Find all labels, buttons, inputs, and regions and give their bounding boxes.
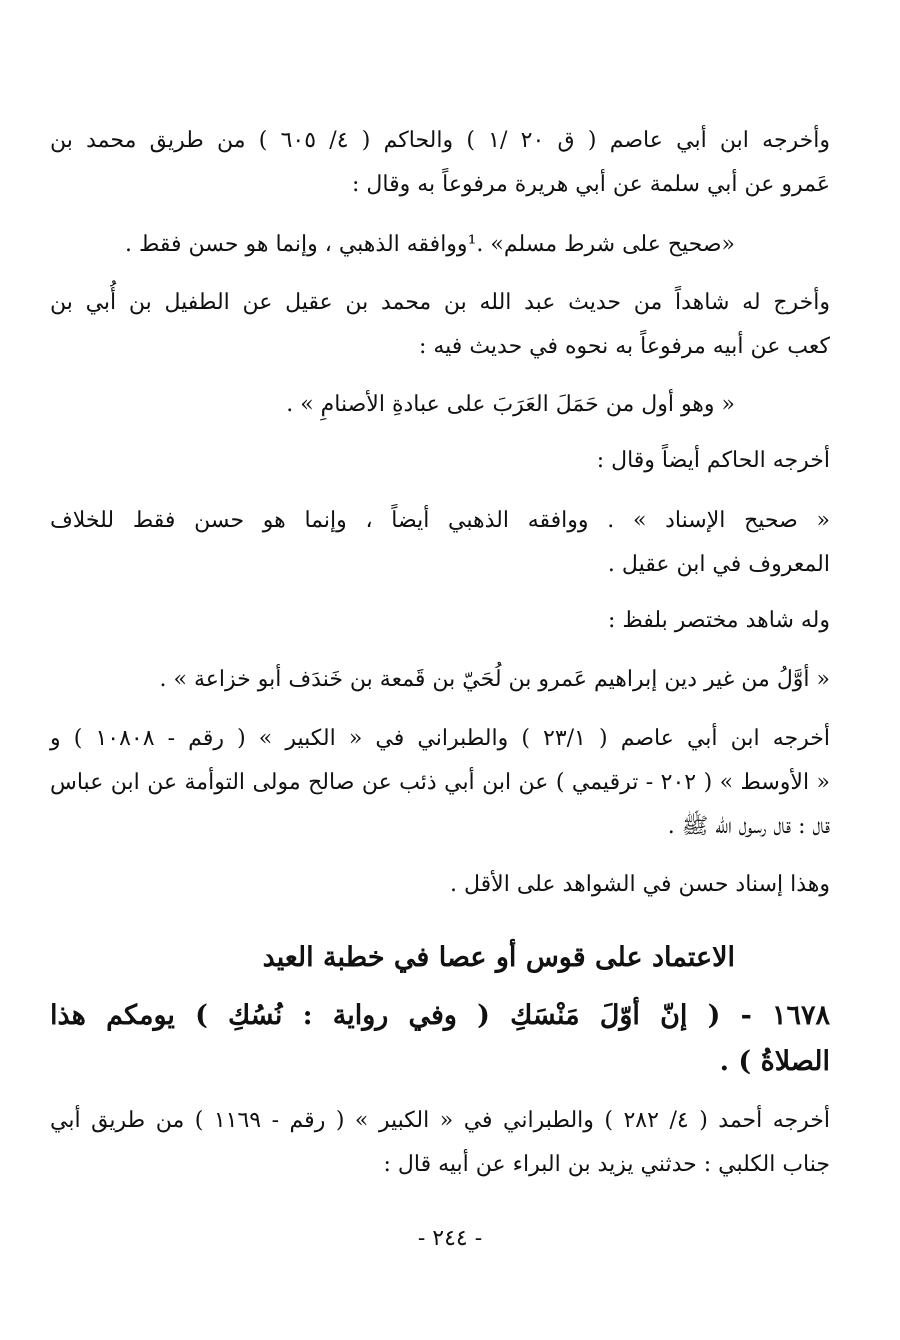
text-line: أخرجه أحمد ( ٤/ ٢٨٢ ) والطبراني في « الكبير » ( رقم - ١١٦٩ ) من طريق أبي [50,1108,830,1133]
text-line: أخرجه ابن أبي عاصم ( ٢٣/١ ) والطبراني في « الكبير » ( رقم - ١٠٨٠٨ ) و [50,726,830,751]
text-line: « صحيح الإسناد » . ووافقه الذهبي أيضاً ، وإنما هو حسن فقط للخلاف [50,508,830,533]
text-line: وأخرج له شاهداً من حديث عبد الله بن محمد بن عقيل عن الطفيل بن أُبي بن [50,290,830,315]
text-line: قال : قال رسول الله ﷺ . [667,814,830,839]
text-line: « أوَّلُ من غير دين إبراهيم عَمرو بن لُحَيّ بن قَمعة بن خَندَف أبو خزاعة » . [159,667,830,692]
text-line: أخرجه الحاكم أيضاً وقال : [596,448,830,473]
hadith-title: الصلاةُ ) . [719,1046,830,1077]
text-line: عَمرو عن أبي سلمة عن أبي هريرة مرفوعاً به وقال : [352,172,830,197]
text-line: جناب الكلبي : حدثني يزيد بن البراء عن أبيه قال : [383,1152,830,1177]
text-line: وله شاهد مختصر بلفظ : [607,608,830,633]
text-line: كعب عن أبيه مرفوعاً به نحوه في حديث فيه : [418,334,830,359]
section-heading: الاعتماد على قوس أو عصا في خطبة العيد [262,942,735,973]
page-number: - ٢٤٤ - [417,1226,483,1251]
text-line: وهذا إسناد حسن في الشواهد على الأقل . [450,872,830,897]
hadith-title: ١٦٧٨ - ( إنّ أوّلَ مَنْسَكِ ( وفي رواية : نُسُكِ ) يومكم هذا [50,1000,830,1031]
text-line: وأخرجه ابن أبي عاصم ( ق ٢٠ /١ ) والحاكم ( ٤/ ٦٠٥ ) من طريق محمد بن [50,128,831,153]
text-line: «صحيح على شرط مسلم» .¹ووافقه الذهبي ، وإنما هو حسن فقط . [125,232,735,257]
text-line: « الأوسط » ( ٢٠٢ - ترقيمي ) عن ابن أبي ذئب عن صالح مولى التوأمة عن ابن عباس [50,770,830,795]
text-line: المعروف في ابن عقيل . [607,552,830,577]
text-line: « وهو أول من حَمَلَ العَرَبَ على عبادةِ الأصنامِ » . [286,392,735,417]
